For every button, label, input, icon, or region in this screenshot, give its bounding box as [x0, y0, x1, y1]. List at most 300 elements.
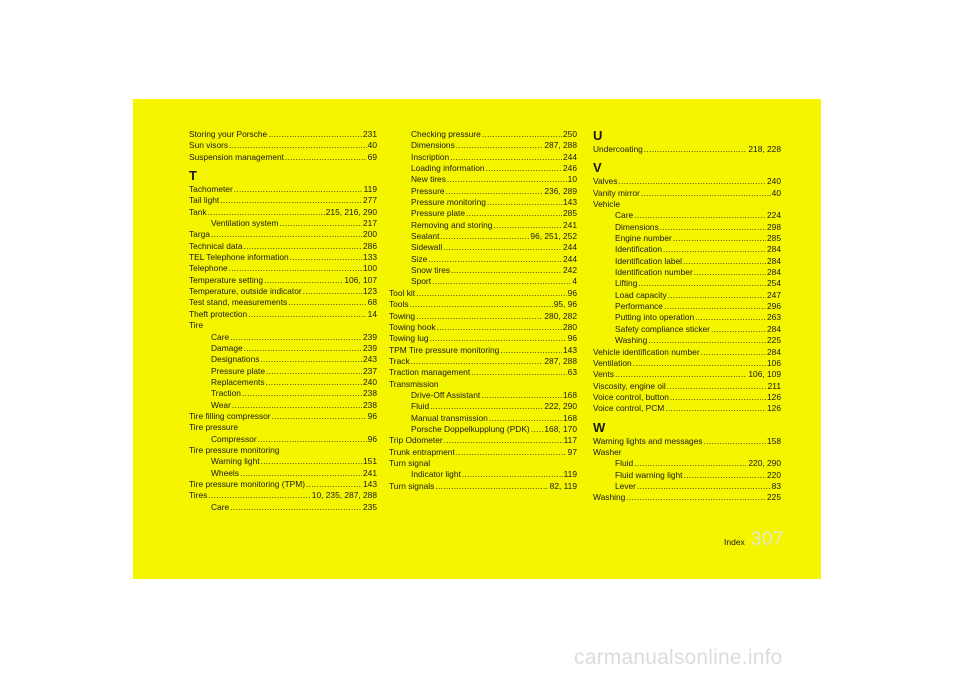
entry-page-reference: 240 [767, 176, 781, 187]
entry-page-reference: 10 [567, 174, 577, 185]
entry-label: Undercoating [593, 144, 643, 154]
dot-leader [268, 129, 362, 140]
index-letter-heading: T [189, 168, 197, 184]
index-entry [189, 207, 377, 218]
entry-label: Inscription [411, 151, 450, 162]
dot-leader [260, 354, 362, 365]
index-subentry [593, 481, 781, 492]
entry-label: Towing [389, 310, 416, 321]
entry-label: Dimensions [411, 140, 455, 151]
entry-page-reference: 237 [363, 365, 377, 376]
entry-label: Manual transmission [411, 412, 488, 423]
entry-page-reference: 151 [363, 456, 377, 467]
entry-label: Sun visors [189, 140, 229, 151]
entry-page-reference: 82, 119 [549, 480, 577, 491]
entry-label: Theft protection [189, 308, 248, 319]
entry-page-reference: 244 [563, 151, 577, 162]
entry-label: Vehicle [593, 199, 621, 210]
dot-leader [244, 241, 362, 252]
dot-leader [266, 366, 362, 377]
entry-page-reference: 158 [767, 435, 781, 446]
dot-leader [482, 129, 562, 140]
page-footer [724, 529, 784, 551]
entry-page-reference: 244 [563, 242, 577, 253]
dot-leader [481, 390, 562, 401]
entry-page-reference: 238 [363, 399, 377, 410]
entry-label: Test stand, measurements [189, 297, 288, 308]
index-subentry [389, 401, 577, 412]
index-entry [389, 345, 577, 356]
index-subentry [389, 197, 577, 208]
dot-leader [450, 152, 562, 163]
index-subentry [593, 335, 781, 346]
index-letter-heading: W [593, 419, 606, 435]
entry-label: Transmission [389, 378, 439, 389]
index-entry [593, 403, 781, 414]
entry-label: Traction management [389, 367, 471, 378]
dot-leader [633, 358, 766, 369]
index-subentry [189, 218, 377, 229]
entry-label: Tank [189, 206, 207, 217]
index-entry [593, 188, 781, 199]
entry-page-reference: 96 [367, 410, 377, 421]
entry-label: Wheels [211, 467, 239, 478]
dot-leader [440, 231, 529, 242]
index-entry [389, 333, 577, 344]
entry-page-reference: 106 [767, 357, 781, 368]
index-subentry [389, 208, 577, 219]
entry-page-reference: 241 [363, 467, 377, 478]
index-subentry [593, 458, 781, 469]
entry-page-reference: 231 [363, 129, 377, 139]
dot-leader [531, 424, 544, 435]
index-entry [189, 195, 377, 206]
entry-page-reference: 83 [771, 480, 781, 491]
entry-page-reference: 117 [563, 435, 577, 446]
entry-page-reference: 246 [563, 163, 577, 174]
index-entry [593, 392, 781, 403]
entry-page-reference: 217 [363, 218, 377, 229]
index-subentry [389, 152, 577, 163]
dot-leader [638, 278, 766, 289]
index-subentry [593, 324, 781, 335]
entry-label: Suspension management [189, 151, 284, 162]
dot-leader [430, 401, 543, 412]
index-entry [593, 144, 781, 155]
index-letter-heading: V [593, 160, 602, 176]
index-entry [189, 320, 377, 331]
entry-page-reference: 123 [363, 286, 377, 297]
entry-page-reference: 277 [363, 195, 377, 206]
index-subentry [189, 456, 377, 467]
entry-page-reference: 298 [767, 221, 781, 232]
entry-label: Fluid warning light [615, 469, 683, 480]
dot-leader [290, 252, 362, 263]
entry-page-reference: 4 [572, 276, 577, 287]
dot-leader [456, 140, 544, 151]
entry-label: Tool kit [389, 287, 416, 298]
footer-section-label: Index [724, 537, 745, 547]
index-subentry [593, 233, 781, 244]
index-entry [189, 422, 377, 433]
entry-page-reference: 254 [767, 278, 781, 289]
entry-page-reference: 224 [767, 210, 781, 221]
entry-label: Sealant [411, 231, 440, 242]
dot-leader [266, 377, 362, 388]
index-subentry [389, 140, 577, 151]
dot-leader [240, 468, 362, 479]
entry-label: Care [615, 210, 634, 221]
entry-page-reference: 284 [767, 267, 781, 278]
entry-page-reference: 96 [567, 333, 577, 344]
index-entry [593, 347, 781, 358]
entry-label: Track [389, 355, 410, 366]
dot-leader [695, 312, 766, 323]
index-entry [189, 297, 377, 308]
index-entry [189, 286, 377, 297]
entry-page-reference: 220, 290 [748, 458, 781, 469]
entry-label: Tire pressure monitoring (TPM) [189, 478, 306, 489]
entry-label: Valves [593, 176, 618, 187]
dot-leader [663, 244, 766, 255]
index-entry [593, 492, 781, 503]
entry-page-reference: 225 [767, 335, 781, 346]
entry-label: Care [211, 501, 230, 512]
index-entry [389, 356, 577, 367]
dot-leader [644, 144, 748, 155]
dot-leader [486, 163, 562, 174]
index-entry [189, 229, 377, 240]
index-entry [389, 481, 577, 492]
entry-label: Washer [593, 446, 622, 457]
dot-leader [683, 256, 766, 267]
dot-leader [447, 174, 567, 185]
entry-label: Pressure plate [211, 365, 265, 376]
entry-label: Temperature setting [189, 274, 264, 285]
entry-label: Identification [615, 244, 663, 255]
page-number: 307 [750, 529, 784, 550]
index-entry [189, 275, 377, 286]
index-entry [189, 309, 377, 320]
entry-label: Lever [615, 480, 636, 491]
entry-page-reference: 63 [567, 367, 577, 378]
index-subentry [593, 244, 781, 255]
index-column-3 [593, 129, 781, 504]
entry-label: Snow tires [411, 265, 451, 276]
dot-leader [451, 265, 562, 276]
entry-page-reference: 211 [767, 380, 781, 391]
entry-label: Trunk entrapment [389, 446, 455, 457]
dot-leader [229, 263, 362, 274]
dot-leader [242, 388, 362, 399]
dot-leader [443, 242, 562, 253]
entry-page-reference: 95, 96 [553, 299, 577, 310]
index-page [133, 99, 821, 579]
entry-label: Technical data [189, 240, 243, 251]
dot-leader [489, 413, 562, 424]
dot-leader [462, 469, 563, 480]
dot-leader [230, 502, 362, 513]
entry-page-reference: 168 [563, 412, 577, 423]
entry-page-reference: 286 [363, 240, 377, 251]
dot-leader [229, 140, 367, 151]
index-subentry [189, 343, 377, 354]
dot-leader [248, 309, 366, 320]
dot-leader [673, 233, 766, 244]
dot-leader [493, 220, 562, 231]
dot-leader [411, 356, 544, 367]
entry-label: Lifting [615, 278, 638, 289]
entry-page-reference: 284 [767, 323, 781, 334]
index-entry [593, 369, 781, 380]
entry-page-reference: 69 [367, 151, 377, 162]
entry-page-reference: 239 [363, 342, 377, 353]
entry-page-reference: 280, 282 [544, 310, 577, 321]
entry-label: Tachometer [189, 184, 233, 195]
entry-page-reference: 287, 288 [544, 140, 577, 151]
entry-page-reference: 218, 228 [748, 144, 781, 154]
entry-page-reference: 126 [767, 403, 781, 414]
index-entry [189, 140, 377, 151]
dot-leader [437, 322, 562, 333]
dot-leader [670, 392, 766, 403]
entry-page-reference: 284 [767, 244, 781, 255]
entry-label: Ventilation system [211, 218, 279, 229]
entry-label: Storing your Porsche [189, 129, 268, 139]
entry-label: Turn signals [389, 480, 435, 491]
index-subentry [389, 265, 577, 276]
index-subentry [593, 312, 781, 323]
watermark: carmanualsonline.info [574, 646, 783, 669]
entry-label: Size [411, 253, 428, 264]
entry-label: Safety compliance sticker [615, 323, 710, 334]
index-subentry [593, 222, 781, 233]
index-subentry [593, 210, 781, 221]
entry-label: TEL Telephone information [189, 252, 289, 263]
index-letter-heading: U [593, 128, 603, 143]
dot-leader [303, 286, 362, 297]
entry-page-reference: 168 [563, 389, 577, 400]
index-column-1 [189, 129, 377, 513]
index-subentry [389, 413, 577, 424]
dot-leader [272, 411, 367, 422]
entry-label: Tire filling compressor [189, 410, 271, 421]
index-entry [189, 479, 377, 490]
index-subentry [389, 129, 577, 140]
dot-leader [430, 333, 567, 344]
dot-leader [701, 347, 766, 358]
dot-leader [258, 434, 367, 445]
dot-leader [471, 367, 567, 378]
dot-leader [711, 324, 766, 335]
dot-leader [694, 267, 766, 278]
entry-page-reference: 243 [363, 354, 377, 365]
index-entry [389, 322, 577, 333]
entry-label: Tire pressure [189, 422, 239, 433]
dot-leader [637, 481, 771, 492]
dot-leader [234, 184, 363, 195]
entry-label: Trip Odometer [389, 435, 443, 446]
entry-page-reference: 241 [563, 219, 577, 230]
entry-label: Designations [211, 354, 260, 365]
index-subentry [189, 434, 377, 445]
dot-leader [435, 481, 548, 492]
entry-page-reference: 236, 289 [544, 185, 577, 196]
dot-leader [634, 458, 747, 469]
dot-leader [428, 254, 562, 265]
index-entry [189, 445, 377, 456]
entry-page-reference: 215, 216, 290 [325, 206, 377, 217]
index-entry [389, 299, 577, 310]
entry-page-reference: 68 [367, 297, 377, 308]
dot-leader [261, 456, 362, 467]
entry-page-reference: 133 [363, 252, 377, 263]
dot-leader [665, 403, 766, 414]
entry-label: Drive-Off Assistant [411, 389, 481, 400]
entry-page-reference: 96 [567, 287, 577, 298]
entry-label: Engine number [615, 233, 672, 244]
index-entry [189, 241, 377, 252]
entry-page-reference: 240 [363, 376, 377, 387]
entry-label: Sport [411, 276, 432, 287]
index-subentry [189, 354, 377, 365]
entry-page-reference: 143 [563, 344, 577, 355]
dot-leader [704, 436, 766, 447]
dot-leader [466, 208, 562, 219]
index-entry [189, 411, 377, 422]
index-subentry [593, 301, 781, 312]
entry-page-reference: 287, 288 [544, 355, 577, 366]
index-entry [593, 176, 781, 187]
entry-label: TPM Tire pressure monitoring [389, 344, 500, 355]
index-subentry [389, 220, 577, 231]
dot-leader [648, 335, 766, 346]
entry-page-reference: 238 [363, 388, 377, 399]
index-entry [189, 152, 377, 163]
dot-leader [456, 447, 567, 458]
dot-leader [432, 276, 571, 287]
index-entry [389, 311, 577, 322]
entry-label: Wear [211, 399, 231, 410]
dot-leader [500, 345, 562, 356]
entry-label: Putting into operation [615, 312, 695, 323]
index-subentry [189, 366, 377, 377]
entry-label: Tools [389, 299, 409, 310]
index-entry [389, 367, 577, 378]
dot-leader [416, 311, 543, 322]
entry-page-reference: 96, 251, 252 [530, 231, 577, 242]
index-subentry [593, 256, 781, 267]
index-entry [593, 381, 781, 392]
entry-page-reference: 96 [367, 433, 377, 444]
entry-page-reference: 126 [767, 391, 781, 402]
entry-label: Identification label [615, 255, 683, 266]
dot-leader [280, 218, 363, 229]
entry-label: Dimensions [615, 221, 659, 232]
entry-page-reference: 296 [767, 301, 781, 312]
entry-label: Turn signal [389, 457, 431, 468]
dot-leader [667, 381, 767, 392]
index-entry [389, 458, 577, 469]
entry-label: Performance [615, 301, 663, 312]
entry-page-reference: 14 [367, 308, 377, 319]
index-subentry [389, 254, 577, 265]
entry-label: Tires [189, 490, 208, 501]
entry-label: Temperature, outside indicator [189, 286, 302, 297]
entry-page-reference: 97 [567, 446, 577, 457]
dot-leader [446, 186, 544, 197]
entry-page-reference: 200 [363, 229, 377, 240]
index-subentry [593, 290, 781, 301]
entry-label: Targa [189, 229, 210, 240]
dot-leader [208, 207, 325, 218]
dot-leader [684, 470, 767, 481]
index-subentry [593, 278, 781, 289]
entry-page-reference: 244 [563, 253, 577, 264]
entry-page-reference: 100 [363, 263, 377, 274]
dot-leader [444, 435, 563, 446]
index-entry [189, 252, 377, 263]
entry-page-reference: 119 [363, 184, 377, 195]
entry-label: Indicator light [411, 469, 461, 480]
entry-page-reference: 280 [563, 321, 577, 332]
entry-label: Identification number [615, 267, 693, 278]
index-entry [189, 490, 377, 501]
entry-label: Care [211, 331, 230, 342]
entry-label: Towing hook [389, 321, 436, 332]
dot-leader [211, 229, 362, 240]
index-subentry [189, 468, 377, 479]
dot-leader [306, 479, 362, 490]
index-subentry [593, 267, 781, 278]
entry-label: Tail light [189, 195, 220, 206]
index-subentry [389, 186, 577, 197]
entry-label: Tire [189, 320, 204, 331]
entry-page-reference: 250 [563, 129, 577, 139]
dot-leader [288, 297, 366, 308]
entry-page-reference: 106, 107 [344, 274, 377, 285]
dot-leader [244, 343, 362, 354]
dot-leader [660, 222, 766, 233]
entry-label: Voice control, PCM [593, 403, 665, 414]
entry-page-reference: 10, 235, 287, 288 [311, 490, 377, 501]
index-entry [389, 288, 577, 299]
dot-leader [220, 195, 362, 206]
entry-page-reference: 242 [563, 265, 577, 276]
entry-label: Damage [211, 342, 243, 353]
index-subentry [389, 424, 577, 435]
index-subentry [189, 502, 377, 513]
dot-leader [668, 290, 766, 301]
index-entry [189, 263, 377, 274]
index-entry [189, 184, 377, 195]
entry-label: Checking pressure [411, 129, 481, 139]
index-entry [389, 447, 577, 458]
index-entry [593, 436, 781, 447]
entry-label: Vents [593, 369, 614, 380]
entry-page-reference: 285 [767, 233, 781, 244]
index-subentry [389, 469, 577, 480]
entry-label: Towing lug [389, 333, 429, 344]
entry-label: Compressor [211, 433, 257, 444]
dot-leader [264, 275, 343, 286]
entry-page-reference: 239 [363, 331, 377, 342]
index-subentry [189, 377, 377, 388]
entry-page-reference: 225 [767, 492, 781, 503]
entry-page-reference: 235 [363, 501, 377, 512]
entry-label: Fluid [411, 401, 430, 412]
entry-label: Sidewall [411, 242, 443, 253]
